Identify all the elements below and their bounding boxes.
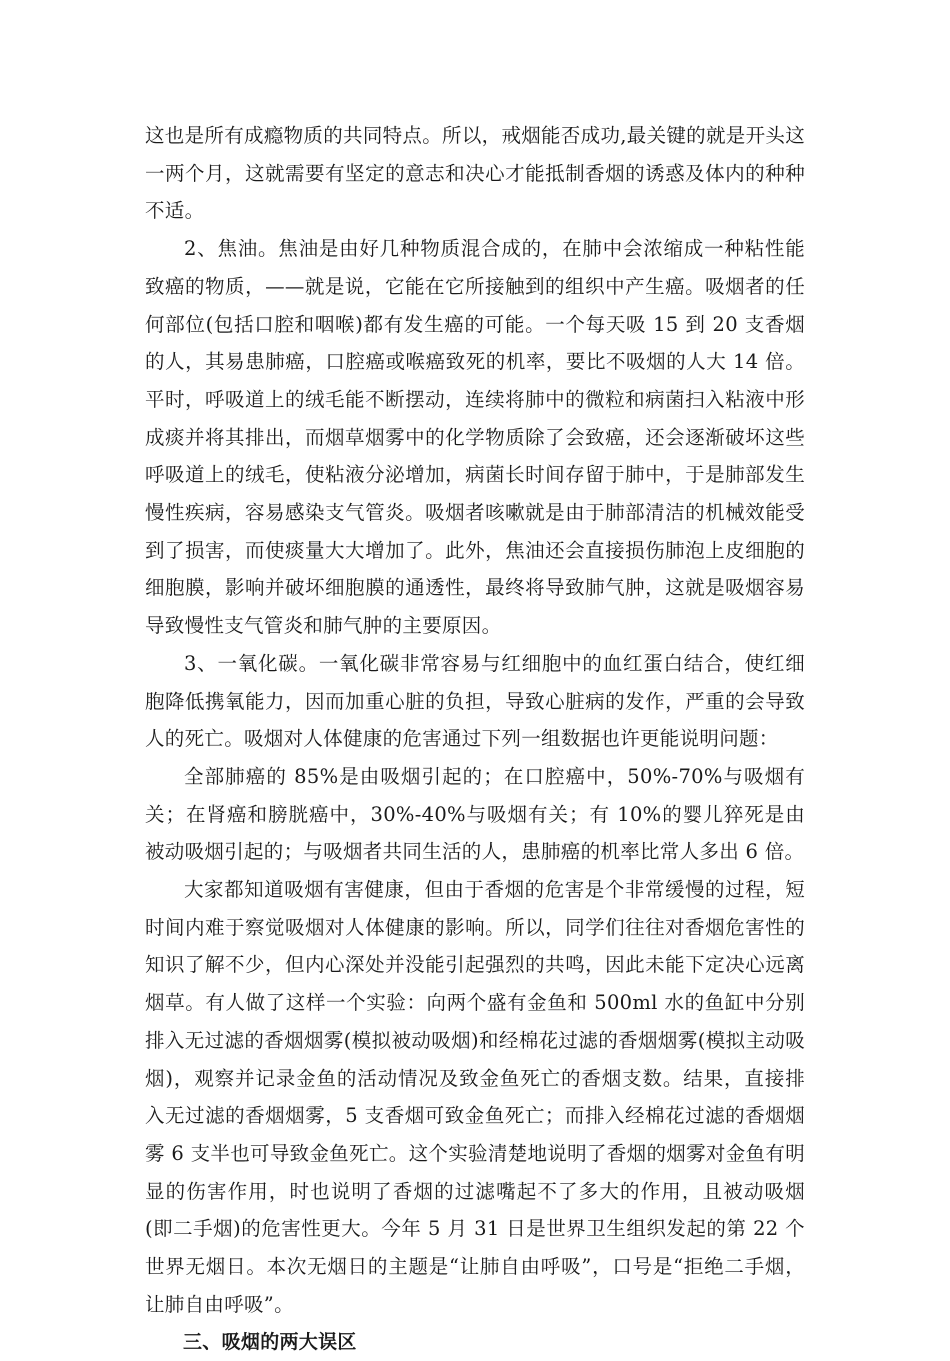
section-heading: 三、吸烟的两大误区: [145, 1324, 805, 1361]
document-body: [145, 117, 805, 1361]
paragraph-continuation: 这也是所有成瘾物质的共同特点。所以，戒烟能否成功,最关键的就是开头这一两个月，这就需要有坚定的意志和决心才能抵制香烟的诱惑及体内的种种不适。: [145, 117, 805, 230]
paragraph-statistics: 全部肺癌的 85%是由吸烟引起的；在口腔癌中，50%-70%与吸烟有关；在肾癌和膀胱癌中，30%-40%与吸烟有关；有 10%的婴儿猝死是由被动吸烟引起的；与吸烟者共同生活的人，患肺癌的机率比常人多出 6 倍。: [145, 758, 805, 871]
paragraph-experiment: 大家都知道吸烟有害健康，但由于香烟的危害是个非常缓慢的过程，短时间内难于察觉吸烟对人体健康的影响。所以，同学们往往对香烟危害性的知识了解不少，但内心深处并没能引起强烈的共鸣，因此未能下定决心远离烟草。有人做了这样一个实验：向两个盛有金鱼和 500ml 水的鱼缸中分别排入无过滤的香烟烟雾(模拟被动吸烟)和经棉花过滤的香烟烟雾(模拟主动吸烟)，观察并记录金鱼的活动情况及致金鱼死亡的香烟支数。结果，直接排入无过滤的香烟烟雾，5 支香烟可致金鱼死亡；而排入经棉花过滤的香烟烟雾 6 支半也可导致金鱼死亡。这个实验清楚地说明了香烟的烟雾对金鱼有明显的伤害作用，时也说明了香烟的过滤嘴起不了多大的作用，且被动吸烟(即二手烟)的危害性更大。今年 5 月 31 日是世界卫生组织发起的第 22 个世界无烟日。本次无烟日的主题是“让肺自由呼吸”，口号是“拒绝二手烟，让肺自由呼吸”。: [145, 871, 805, 1323]
paragraph-carbon-monoxide: 3、一氧化碳。一氧化碳非常容易与红细胞中的血红蛋白结合，使红细胞降低携氧能力，因而加重心脏的负担，导致心脏病的发作，严重的会导致人的死亡。吸烟对人体健康的危害通过下列一组数据也许更能说明问题：: [145, 645, 805, 758]
paragraph-tar: 2、焦油。焦油是由好几种物质混合成的，在肺中会浓缩成一种粘性能致癌的物质，——就是说，它能在它所接触到的组织中产生癌。吸烟者的任何部位(包括口腔和咽喉)都有发生癌的可能。一个每天吸 15 到 20 支香烟的人，其易患肺癌，口腔癌或喉癌致死的机率，要比不吸烟的人大 14 倍。平时，呼吸道上的绒毛能不断摆动，连续将肺中的微粒和病菌扫入粘液中形成痰并将其排出，而烟草烟雾中的化学物质除了会致癌，还会逐渐破坏这些呼吸道上的绒毛，使粘液分泌增加，病菌长时间存留于肺中，于是肺部发生慢性疾病，容易感染支气管炎。吸烟者咳嗽就是由于肺部清洁的机械效能受到了损害，而使痰量大大增加了。此外，焦油还会直接损伤肺泡上皮细胞的细胞膜，影响并破坏细胞膜的通透性，最终将导致肺气肿，这就是吸烟容易导致慢性支气管炎和肺气肿的主要原因。: [145, 230, 805, 645]
